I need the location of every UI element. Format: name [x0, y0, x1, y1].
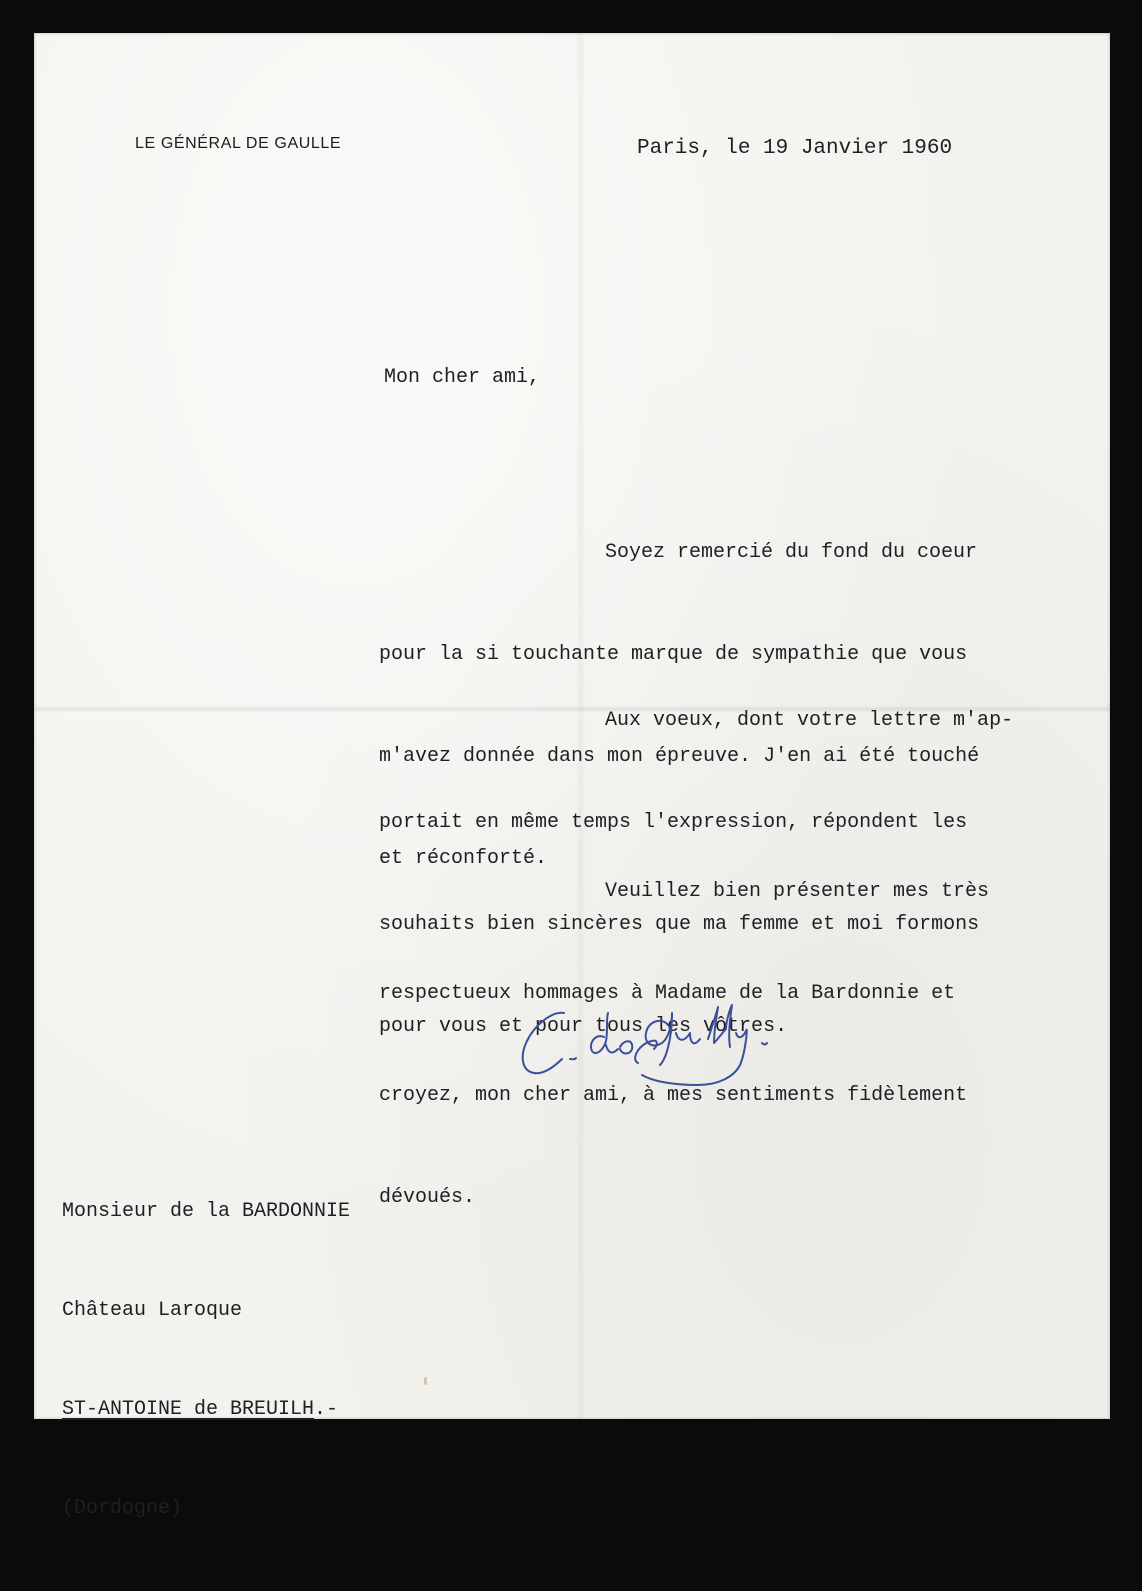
paragraph-line: Soyez remercié du fond du coeur [605, 541, 978, 564]
address-town-line [62, 1393, 350, 1426]
paragraph-line: souhaits bien sincères que ma femme et moi formons [379, 913, 980, 936]
paragraph-line: croyez, mon cher ami, à mes sentiments fidèlement [379, 1084, 968, 1107]
salutation: Mon cher ami, [384, 366, 541, 389]
address-region: (Dordogne) [62, 1497, 183, 1520]
paragraph-line: portait en même temps l'expression, répondent les [379, 811, 968, 834]
letter-paper [34, 33, 1110, 1520]
signature [512, 999, 802, 1119]
address-town: ST-ANTOINE de BREUILH [62, 1398, 315, 1421]
address-town-suffix: .- [314, 1398, 339, 1421]
paper-speck [424, 1377, 427, 1385]
paragraph-line: Veuillez bien présenter mes très [605, 880, 990, 903]
recipient-address [62, 1129, 350, 1591]
paragraph-line: pour vous et pour tous les vôtres. [379, 1015, 788, 1038]
paragraph-line: respectueux hommages à Madame de la Bardonnie et [379, 982, 956, 1005]
letter-date: Paris, le 19 Janvier 1960 [637, 137, 953, 160]
paragraph-line: pour la si touchante marque de sympathie que vous [379, 643, 968, 666]
paragraph-line: dévoués. [379, 1186, 476, 1209]
paragraph-line: Aux voeux, dont votre lettre m'ap- [605, 709, 1014, 732]
letterhead: LE GÉNÉRAL DE GAULLE [135, 135, 342, 152]
address-name: Monsieur de la BARDONNIE [62, 1200, 351, 1223]
paragraph-line: m'avez donnée dans mon épreuve. J'en ai été touché [379, 745, 980, 768]
paragraph-line: et réconforté. [379, 847, 548, 870]
address-line: Château Laroque [62, 1299, 243, 1322]
